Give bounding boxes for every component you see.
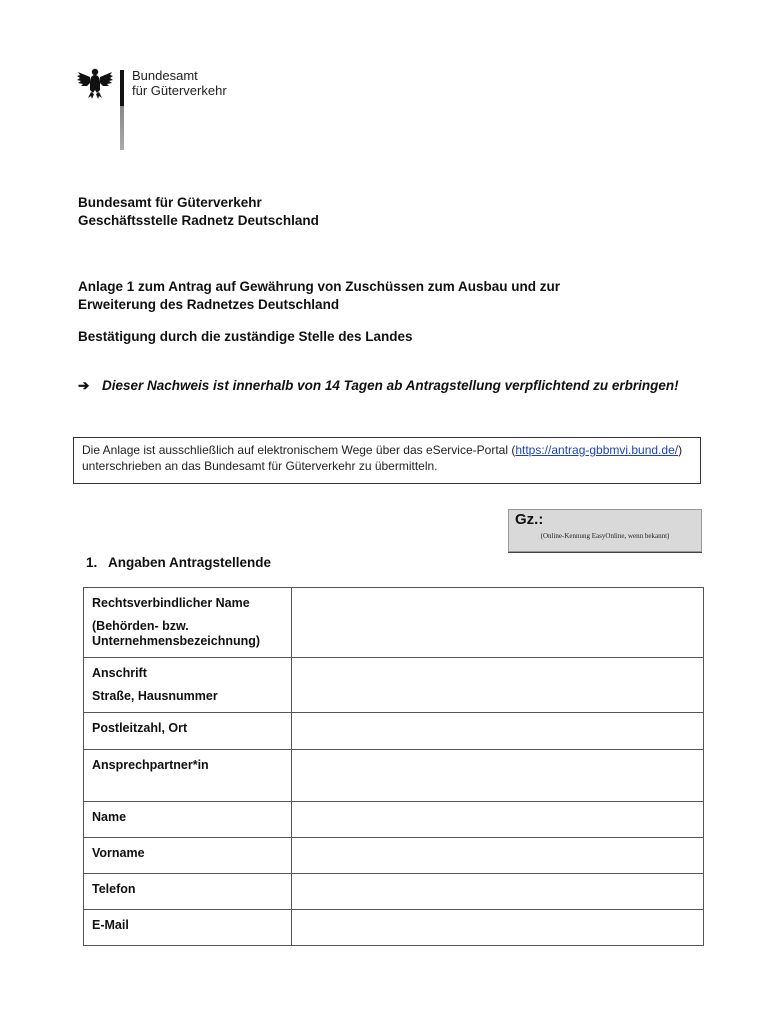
field-label: [84, 874, 292, 910]
legal-name-input[interactable]: [292, 588, 704, 658]
label-main: E-Mail: [92, 918, 129, 932]
field-label: [84, 910, 292, 946]
reference-number-box[interactable]: [508, 509, 702, 552]
label-sub: (Behörden- bzw. Unternehmensbezeichnung): [92, 619, 261, 648]
table-row: [84, 910, 704, 946]
phone-input[interactable]: [292, 874, 704, 910]
field-label: [84, 713, 292, 750]
name-input[interactable]: [292, 802, 704, 838]
notice-text: Dieser Nachweis ist innerhalb von 14 Tagen ab Antragstellung verpflichtend zu erbringen!: [102, 378, 679, 393]
submission-info-box: [73, 437, 701, 484]
applicant-form-table: [83, 587, 704, 946]
label-main: Name: [92, 810, 127, 824]
table-row: [84, 802, 704, 838]
table-row: [84, 713, 704, 750]
gz-label: Gz.:: [515, 511, 544, 528]
recipient-address: [78, 194, 319, 230]
eservice-portal-link[interactable]: https://antrag-gbbmvi.bund.de/: [515, 443, 679, 457]
label-sub: Straße, Hausnummer: [92, 689, 218, 703]
info-text-before: Die Anlage ist ausschließlich auf elektronischem Wege über das eService-Portal (: [82, 443, 516, 457]
logo-divider: [120, 70, 124, 150]
gz-hint: (Online-Kennung EasyOnline, wenn bekannt): [540, 532, 670, 540]
logo-line-1: Bundesamt: [132, 68, 198, 83]
title-line-2: Erweiterung des Radnetzes Deutschland: [78, 297, 340, 312]
contact-person-input[interactable]: [292, 750, 704, 802]
document-subtitle: Bestätigung durch die zuständige Stelle des Landes: [78, 329, 413, 344]
label-main: Rechtsverbindlicher Name: [92, 596, 250, 610]
first-name-input[interactable]: [292, 838, 704, 874]
deadline-notice: [78, 377, 698, 395]
field-label: [84, 838, 292, 874]
table-row: [84, 658, 704, 713]
label-main: Telefon: [92, 882, 136, 896]
address-line-1: Bundesamt für Güterverkehr: [78, 195, 262, 210]
label-main: Ansprechpartner*in: [92, 758, 209, 772]
field-label: [84, 588, 292, 658]
field-label: [84, 750, 292, 802]
address-line-2: Geschäftsstelle Radnetz Deutschland: [78, 213, 319, 228]
postal-code-city-input[interactable]: [292, 713, 704, 750]
table-row: [84, 588, 704, 658]
table-row: [84, 838, 704, 874]
table-row: [84, 874, 704, 910]
section-title: Angaben Antragstellende: [108, 555, 272, 570]
document-title: [78, 278, 678, 314]
info-text-after: ) unterschrieben an das Bundesamt für Güterverkehr zu übermitteln.: [82, 443, 683, 473]
address-input[interactable]: [292, 658, 704, 713]
field-label: [84, 802, 292, 838]
federal-eagle-icon: [76, 66, 114, 100]
label-main: Vorname: [92, 846, 145, 860]
arrow-right-icon: ➔: [78, 378, 90, 393]
email-input[interactable]: [292, 910, 704, 946]
logo-wordmark: [132, 68, 227, 98]
label-main: Anschrift: [92, 666, 147, 680]
label-main: Postleitzahl, Ort: [92, 721, 188, 735]
section-number: 1.: [86, 555, 98, 570]
field-label: [84, 658, 292, 713]
agency-logo: [76, 66, 296, 156]
title-line-1: Anlage 1 zum Antrag auf Gewährung von Zuschüssen zum Ausbau und zur: [78, 279, 561, 294]
gz-underline: [508, 552, 702, 553]
table-row: [84, 750, 704, 802]
logo-line-2: für Güterverkehr: [132, 83, 227, 98]
section-heading: [86, 555, 271, 570]
